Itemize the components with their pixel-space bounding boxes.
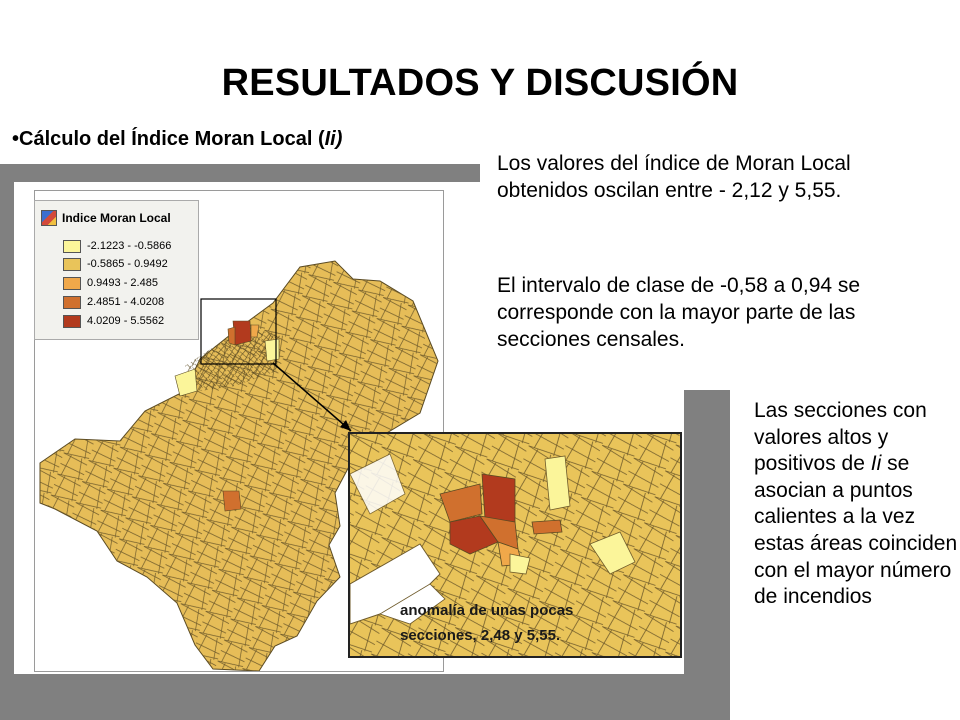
legend-swatch bbox=[63, 277, 81, 290]
legend-label: 0.9493 - 2.485 bbox=[87, 277, 158, 289]
section-subtitle bbox=[12, 128, 342, 151]
hotspots-italic: Ii bbox=[870, 452, 882, 476]
map-legend bbox=[34, 200, 199, 340]
paragraph-range: Los valores del índice de Moran Local obtenidos oscilan entre - 2,12 y 5,55. bbox=[497, 152, 851, 202]
legend-label: 2.4851 - 4.0208 bbox=[87, 296, 165, 308]
hotspots-text-b: se asocian a puntos calientes a la vez estas áreas coinciden con el mayor número de incendios bbox=[754, 452, 958, 609]
subtitle-prefix: •Cálculo del Índice Moran Local ( bbox=[12, 128, 325, 150]
legend-swatch bbox=[63, 315, 81, 328]
inset-caption bbox=[400, 598, 690, 648]
legend-swatch bbox=[63, 296, 81, 309]
hotspots-text-a: Las secciones con valores altos y positivos de bbox=[754, 399, 927, 476]
legend-swatch bbox=[63, 240, 81, 253]
inset-caption-line1: anomalía de unas pocas bbox=[400, 602, 574, 619]
legend-item bbox=[63, 257, 168, 271]
legend-item bbox=[63, 314, 164, 328]
legend-label: 4.0209 - 5.5562 bbox=[87, 315, 165, 327]
legend-item bbox=[63, 276, 158, 290]
inset-caption-line2: secciones, 2,48 y 5,55. bbox=[400, 627, 561, 644]
legend-label: -0.5865 - 0.9492 bbox=[87, 258, 168, 270]
legend-item bbox=[63, 239, 171, 253]
subtitle-italic: Ii bbox=[324, 128, 336, 150]
legend-header bbox=[41, 206, 191, 230]
legend-swatch bbox=[63, 258, 81, 271]
layer-icon bbox=[41, 210, 57, 226]
legend-item bbox=[63, 295, 164, 309]
legend-label: -2.1223 - -0.5866 bbox=[87, 240, 172, 252]
paragraph-hotspots bbox=[754, 398, 960, 611]
legend-title: Indice Moran Local bbox=[62, 211, 171, 225]
subtitle-suffix: ) bbox=[335, 128, 343, 150]
slide-title: RESULTADOS Y DISCUSIÓN bbox=[221, 62, 739, 104]
paragraph-interval: El intervalo de clase de -0,58 a 0,94 se corresponde con la mayor parte de las secciones censales. bbox=[497, 274, 861, 351]
